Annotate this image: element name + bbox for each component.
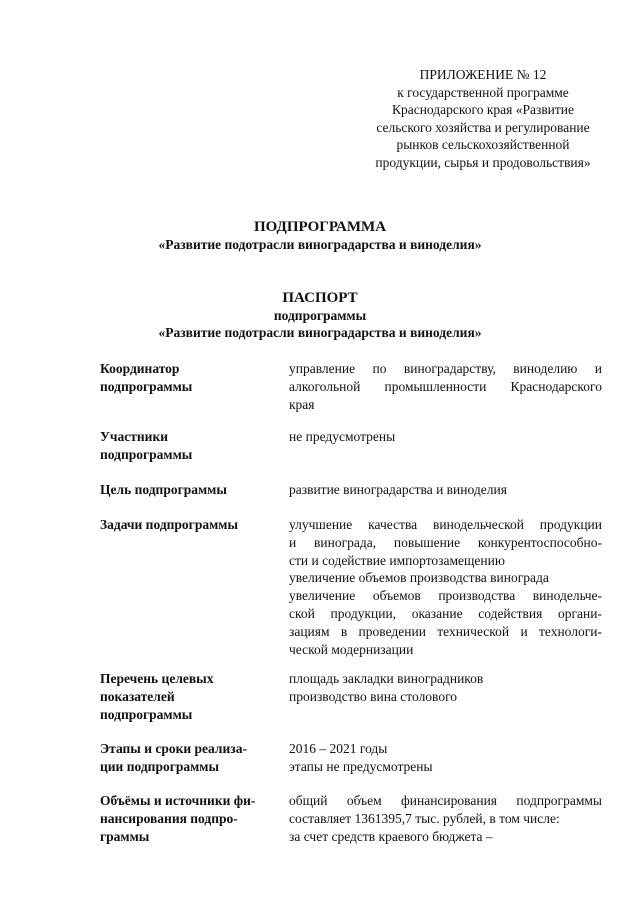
row-value-line: увеличение объемов производства винограда bbox=[289, 570, 549, 586]
row-value-line: этапы не предусмотрены bbox=[289, 758, 433, 774]
annex-line: сельского хозяйства и регулирование bbox=[376, 119, 590, 135]
row-value-line: алкогольной промышленности Краснодарского bbox=[289, 378, 602, 394]
row-value-line: улучшение качества винодельческой продукции bbox=[289, 517, 602, 532]
row-label-line: граммы bbox=[100, 828, 150, 844]
row-label bbox=[100, 740, 275, 776]
row-label bbox=[100, 792, 275, 845]
subprogram-subtitle: «Развитие подотрасли виноградарства и виноделия» bbox=[158, 237, 482, 252]
row-value bbox=[289, 428, 602, 446]
row-label-line: Координатор bbox=[100, 361, 180, 376]
row-label bbox=[100, 516, 275, 534]
row-label-line: Перечень целевых bbox=[100, 671, 214, 686]
row-label bbox=[100, 428, 275, 464]
row-label-line: подпрограммы bbox=[100, 378, 193, 394]
passport-title: ПАСПОРТ bbox=[282, 290, 358, 306]
row-value-line: управление по виноградарству, виноделию и bbox=[289, 361, 602, 376]
row-value bbox=[289, 516, 602, 658]
row-label bbox=[100, 360, 275, 396]
subprogram-heading bbox=[0, 219, 640, 253]
annex-line: Краснодарского края «Развитие bbox=[391, 102, 575, 118]
annex-line: продукции, сырья и продовольствия» bbox=[375, 154, 591, 170]
row-value bbox=[289, 740, 602, 776]
row-value-line: и винограда, повышение конкурентоспособно- bbox=[289, 534, 602, 550]
row-value bbox=[289, 360, 602, 413]
row-label-line: Этапы и сроки реализа- bbox=[100, 741, 247, 756]
row-value-line: за счет средств краевого бюджета – bbox=[289, 828, 493, 844]
row-label-line: Участники bbox=[100, 429, 169, 444]
row-value-line: зациям в проведении технической и технологи- bbox=[289, 623, 602, 639]
row-label bbox=[100, 670, 275, 723]
passport-line2: подпрограммы bbox=[273, 308, 367, 323]
row-value-line: 2016 – 2021 годы bbox=[289, 741, 388, 756]
row-label bbox=[100, 481, 275, 499]
row-value bbox=[289, 792, 602, 845]
passport-heading bbox=[0, 290, 640, 341]
row-value-line: составляет 1361395,7 тыс. рублей, в том числе: bbox=[289, 810, 560, 826]
row-value-line: развитие виноградарства и виноделия bbox=[289, 482, 507, 497]
row-value-line: не предусмотрены bbox=[289, 429, 396, 444]
row-label-line: показателей bbox=[100, 688, 175, 704]
row-label-line: Задачи подпрограммы bbox=[100, 517, 239, 532]
row-label-line: подпрограммы bbox=[100, 706, 193, 722]
subprogram-title: ПОДПРОГРАММА bbox=[253, 219, 387, 235]
annex-line: ПРИЛОЖЕНИЕ № 12 bbox=[419, 67, 547, 82]
row-label-line: подпрограммы bbox=[100, 446, 193, 462]
row-value-line: площадь закладки виноградников bbox=[289, 671, 484, 686]
annex-block bbox=[352, 66, 614, 172]
passport-line3: «Развитие подотрасли виноградарства и виноделия» bbox=[158, 325, 482, 340]
row-label-line: нансирования подпро- bbox=[100, 810, 238, 826]
row-value bbox=[289, 670, 602, 706]
row-label-line: Объёмы и источники фи- bbox=[100, 793, 256, 808]
row-label-line: ции подпрограммы bbox=[100, 758, 220, 774]
row-value-line: ческой модернизации bbox=[289, 641, 414, 657]
row-value-line: сти и содействие импортозамещению bbox=[289, 552, 505, 568]
annex-line: рынков сельскохозяйственной bbox=[396, 137, 570, 153]
row-value bbox=[289, 481, 602, 499]
row-value-line: общий объем финансирования подпрограммы bbox=[289, 793, 602, 808]
row-value-line: производство вина столового bbox=[289, 688, 458, 704]
row-value-line: увеличение объемов производства винодельче- bbox=[289, 588, 602, 604]
annex-line: к государственной программе bbox=[397, 84, 569, 100]
row-value-line: ской продукции, оказание содействия органи- bbox=[289, 605, 602, 621]
row-value-line: края bbox=[289, 396, 315, 412]
row-label-line: Цель подпрограммы bbox=[100, 482, 227, 497]
